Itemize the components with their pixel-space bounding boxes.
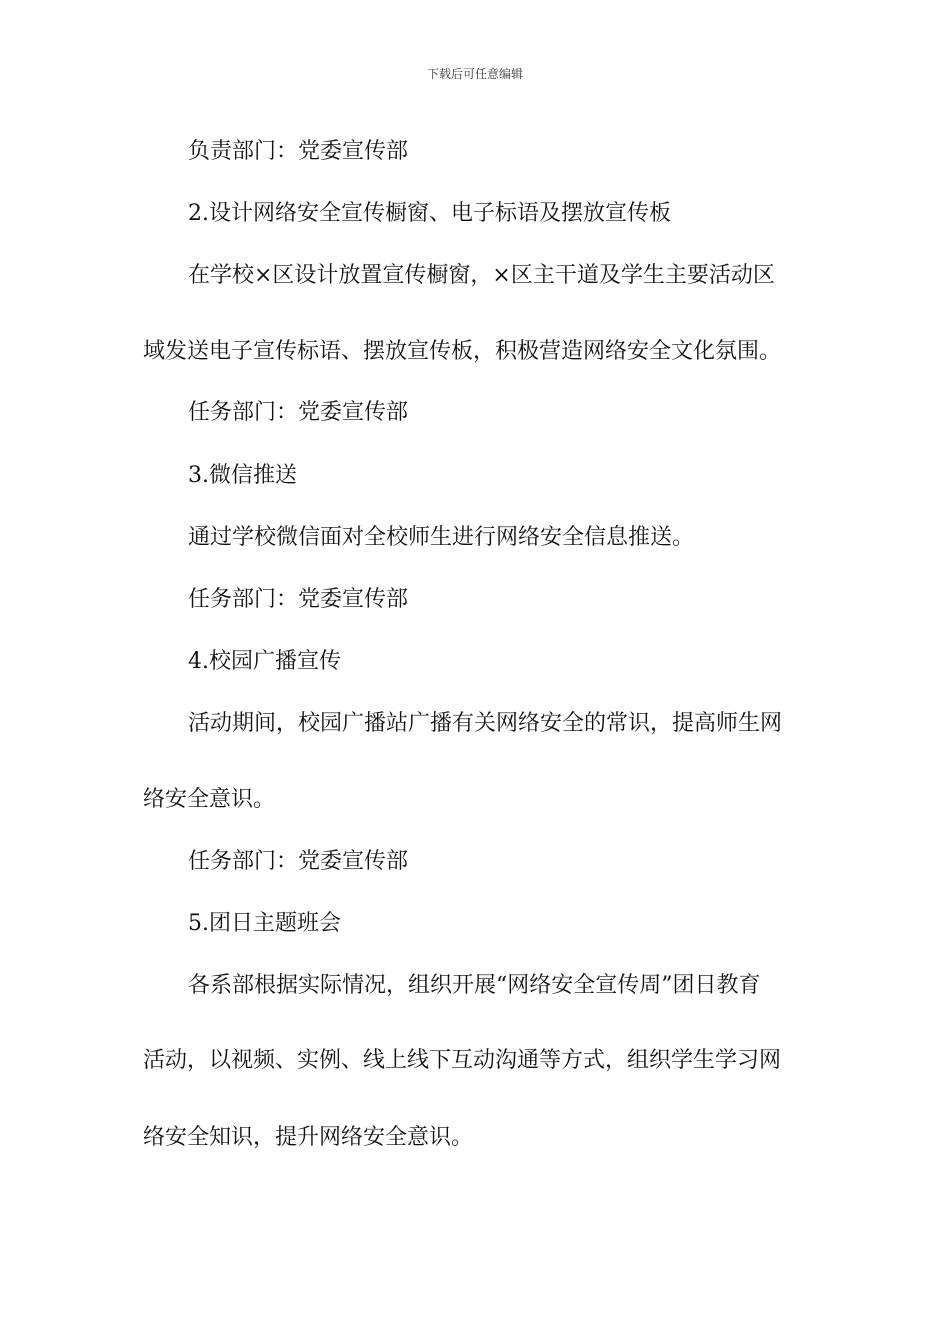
section-3-paragraph: 通过学校微信面对全校师生进行网络安全信息推送。: [188, 525, 695, 550]
section-5-paragraph-line-2: 活动，以视频、实例、线上线下互动沟通等方式，组织学生学习网: [143, 1048, 782, 1073]
section-5-heading: 5.团日主题班会: [188, 911, 341, 936]
section-3-heading: 3.微信推送: [188, 463, 297, 488]
section-2-paragraph-line-2: 域发送电子宣传标语、摆放宣传板，积极营造网络安全文化氛围。: [143, 339, 782, 364]
section-2-paragraph-line-1: 在学校×区设计放置宣传橱窗，×区主干道及学生主要活动区: [188, 263, 775, 288]
section-2-task-dept: 任务部门：党委宣传部: [188, 400, 409, 425]
section-2-heading: 2.设计网络安全宣传橱窗、电子标语及摆放宣传板: [188, 201, 671, 226]
section-4-paragraph-line-1: 活动期间，校园广播站广播有关网络安全的常识，提高师生网: [188, 711, 783, 736]
section-5-paragraph-line-3: 络安全知识，提升网络安全意识。: [143, 1125, 474, 1150]
page-header-note: 下载后可任意编辑: [426, 67, 523, 81]
section-4-paragraph-line-2: 络安全意识。: [143, 787, 276, 812]
section-3-task-dept: 任务部门：党委宣传部: [188, 587, 409, 612]
section-4-heading: 4.校园广播宣传: [188, 649, 341, 674]
section-4-task-dept: 任务部门：党委宣传部: [188, 849, 409, 874]
responsible-dept-line: 负责部门：党委宣传部: [188, 139, 409, 164]
section-5-paragraph-line-1: 各系部根据实际情况，组织开展“网络安全宣传周”团日教育: [188, 973, 761, 998]
